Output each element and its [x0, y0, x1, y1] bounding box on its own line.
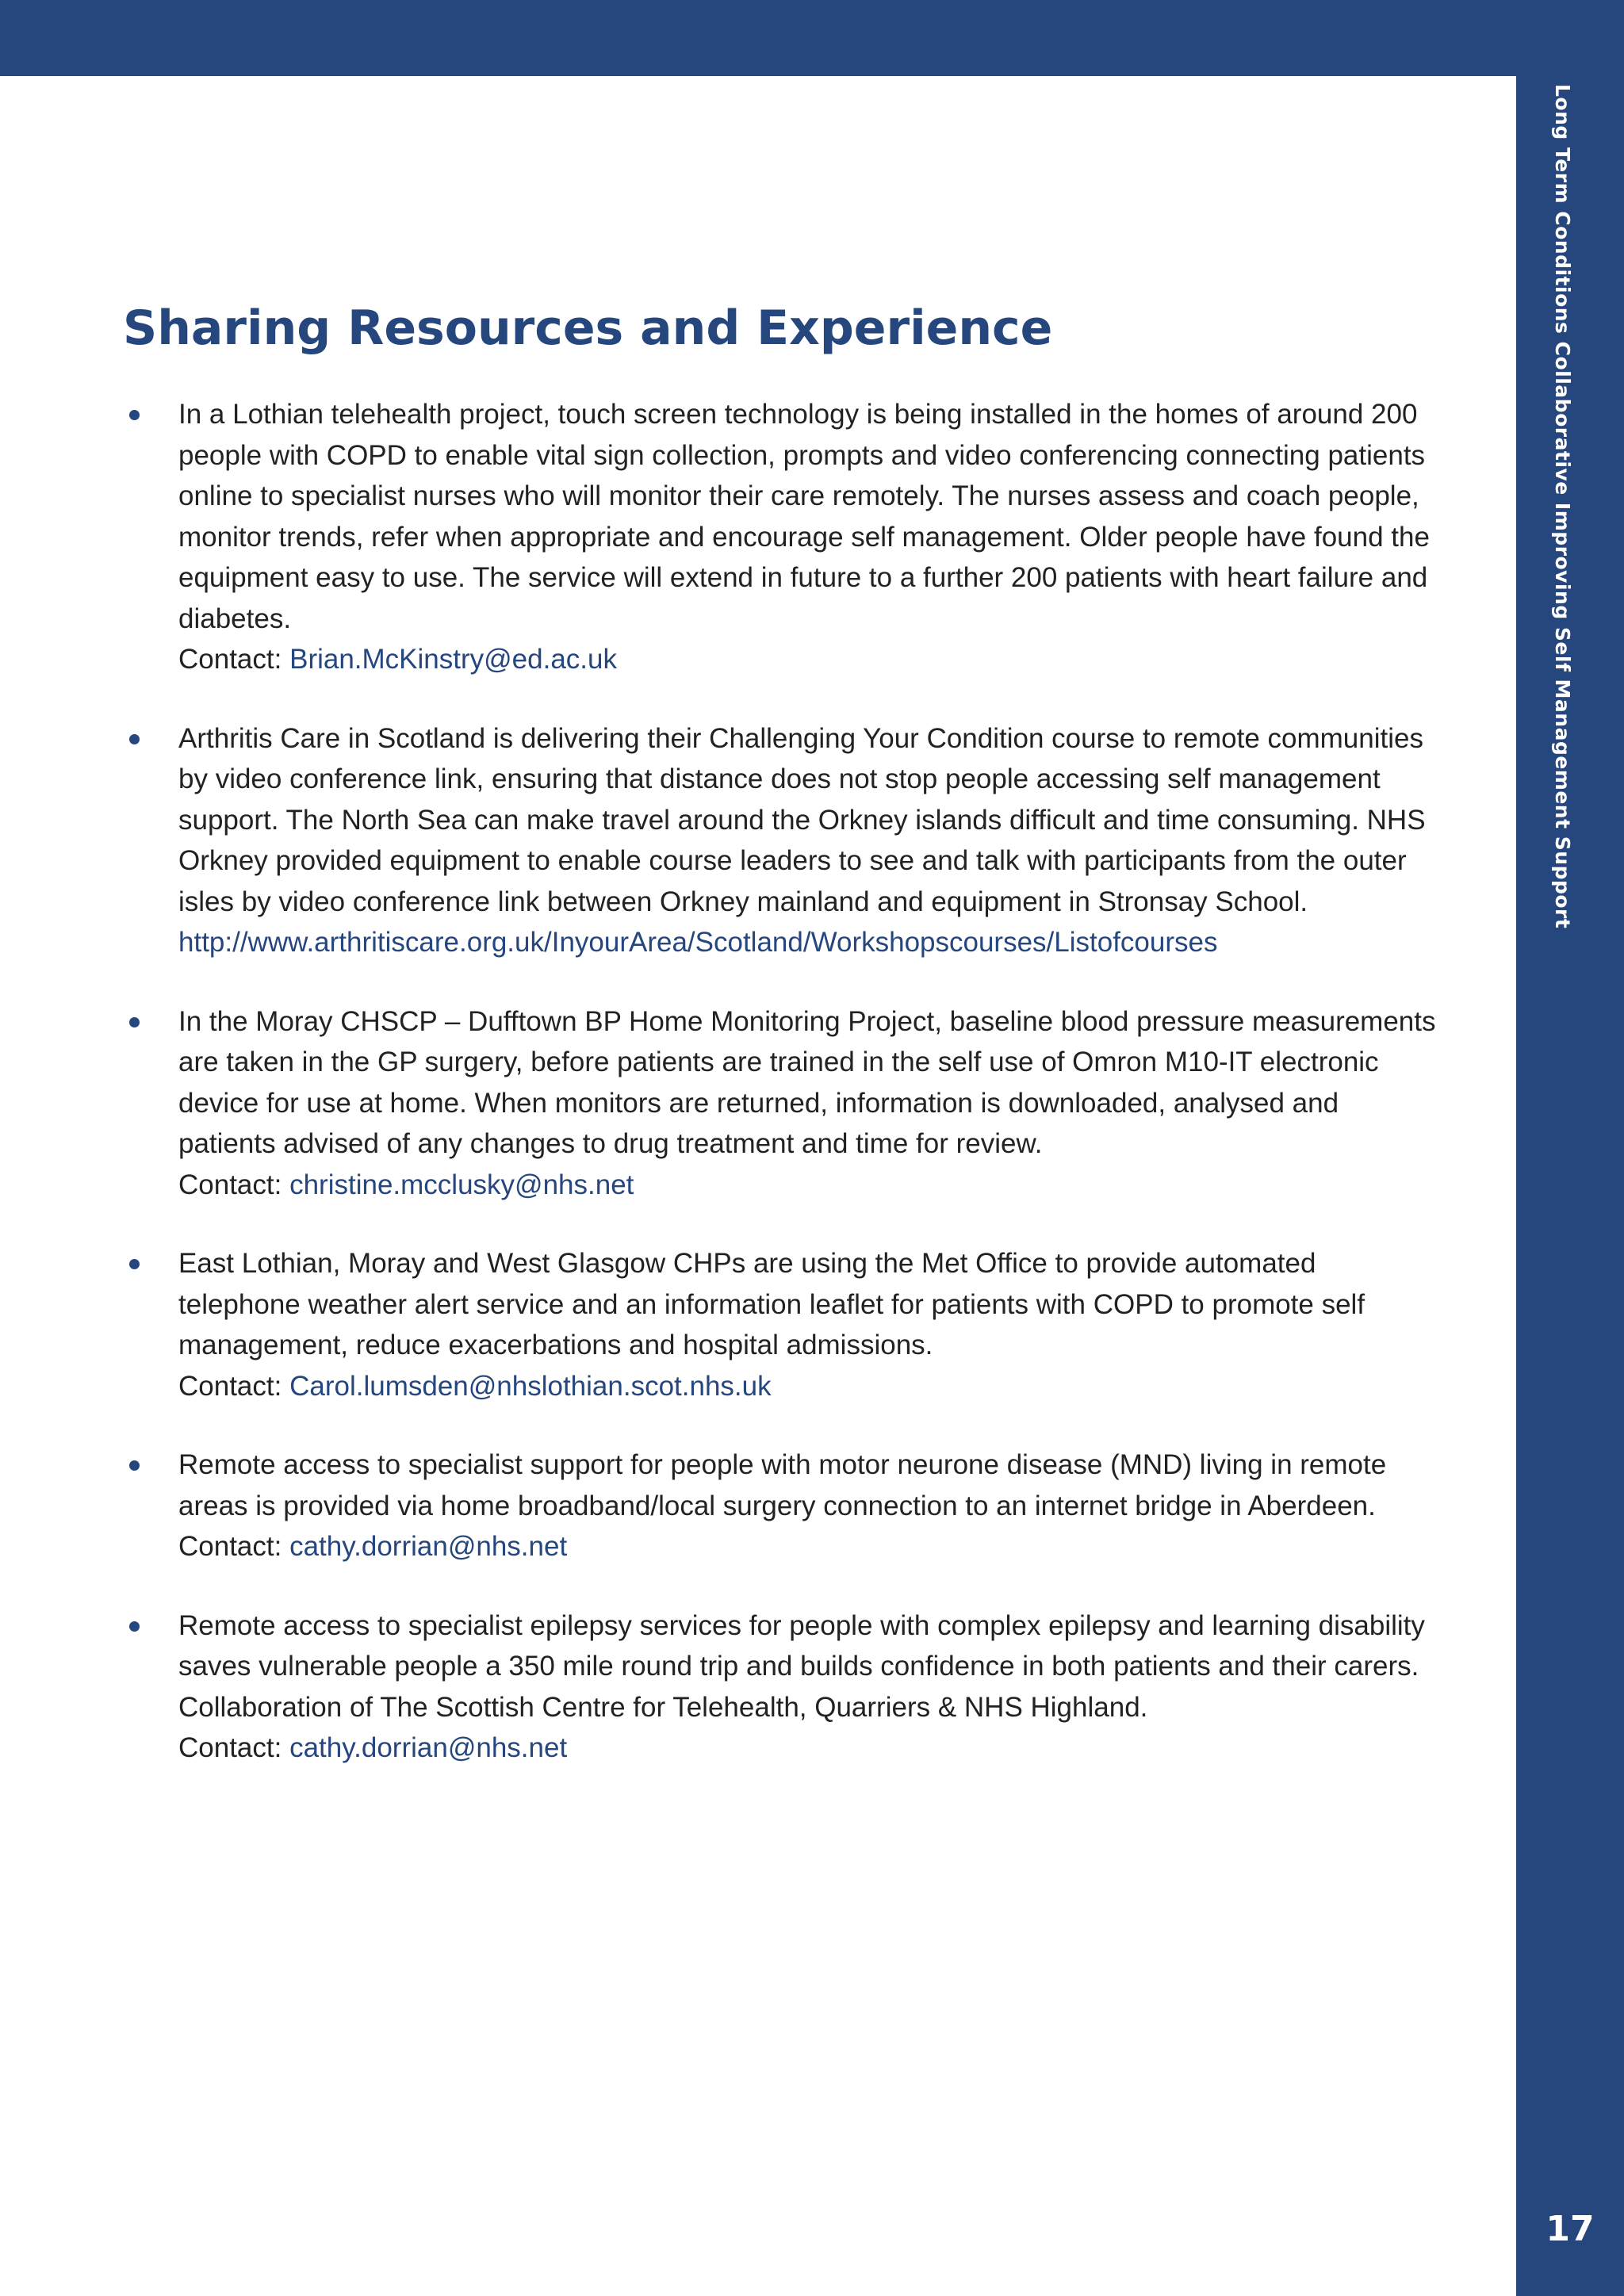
list-item	[123, 1605, 1439, 1769]
item-text: Remote access to specialist support for people with motor neurone disease (MND) living in remote areas is provided via home broadband/local surgery connection to an internet bridge in Aberdeen.	[178, 1449, 1387, 1521]
page-title: Sharing Resources and Experience	[123, 300, 1053, 356]
item-text: In the Moray CHSCP – Dufftown BP Home Monitoring Project, baseline blood pressure measurements are taken in the GP surgery, before patients are trained in the self use of Omron M10-IT electronic device for use at home. When monitors are returned, information is downloaded, analysed and patients advised of any changes to drug treatment and time for review.	[178, 1005, 1436, 1159]
contact-label: Contact:	[178, 1169, 282, 1200]
website-link[interactable]: http://www.arthritiscare.org.uk/InyourArea/Scotland/Workshopscourses/Listofcourses	[178, 927, 1218, 958]
bullet-icon	[129, 1259, 140, 1269]
bullet-icon	[129, 410, 140, 420]
contact-email-link[interactable]: christine.mcclusky@nhs.net	[289, 1169, 634, 1200]
contact-email-link[interactable]: Brian.McKinstry@ed.ac.uk	[289, 644, 617, 675]
item-text: East Lothian, Moray and West Glasgow CHPs are using the Met Office to provide automated telephone weather alert service and an information leaflet for patients with COPD to promote self management, reduce exacerbations and hospital admissions.	[178, 1248, 1365, 1360]
item-text: Remote access to specialist epilepsy services for people with complex epilepsy and learning disability saves vulnerable people a 350 mile round trip and builds confidence in both patients and their carers. Collaboration of The Scottish Centre for Telehealth, Quarriers & NHS Highland.	[178, 1609, 1425, 1723]
bullet-list	[123, 394, 1439, 1769]
contact-line	[178, 639, 1439, 680]
item-text: In a Lothian telehealth project, touch screen technology is being installed in the homes of around 200 people with COPD to enable vital sign collection, prompts and video conferencing connecting patients online to specialist nurses who will monitor their care remotely. The nurses assess and coach people, monitor trends, refer when appropriate and encourage self management. Older people have found the equipment easy to use. The service will extend in future to a further 200 patients with heart failure and diabetes.	[178, 399, 1430, 634]
list-item	[123, 394, 1439, 680]
contact-email-link[interactable]: cathy.dorrian@nhs.net	[289, 1732, 568, 1763]
contact-line	[178, 1165, 1439, 1206]
list-item	[123, 718, 1439, 963]
main-content	[123, 297, 1439, 1807]
contact-line	[178, 1366, 1439, 1407]
list-item	[123, 1001, 1439, 1206]
side-title: Long Term Conditions Collaborative Improving Self Management Support	[1551, 84, 1574, 929]
item-text: Arthritis Care in Scotland is delivering their Challenging Your Condition course to remote communities by video conference link, ensuring that distance does not stop people accessing self management support. The North Sea can make travel around the Orkney islands difficult and time consuming. NHS Orkney provided equipment to enable course leaders to see and talk with participants from the outer isles by video conference link between Orkney mainland and equipment in Stronsay School.	[178, 722, 1426, 917]
contact-line	[178, 922, 1439, 963]
bullet-icon	[129, 1017, 140, 1027]
contact-label: Contact:	[178, 1370, 282, 1402]
page-number: 17	[1545, 2209, 1595, 2249]
contact-email-link[interactable]: Carol.lumsden@nhslothian.scot.nhs.uk	[289, 1370, 772, 1402]
contact-email-link[interactable]: cathy.dorrian@nhs.net	[289, 1531, 568, 1562]
bullet-icon	[129, 734, 140, 744]
contact-label: Contact:	[178, 1531, 282, 1562]
contact-line	[178, 1728, 1439, 1769]
bullet-icon	[129, 1621, 140, 1632]
list-item	[123, 1243, 1439, 1406]
contact-label: Contact:	[178, 1732, 282, 1763]
contact-line	[178, 1526, 1439, 1567]
list-item	[123, 1445, 1439, 1567]
contact-label: Contact:	[178, 644, 282, 675]
header-band	[0, 0, 1624, 76]
bullet-icon	[129, 1460, 140, 1471]
